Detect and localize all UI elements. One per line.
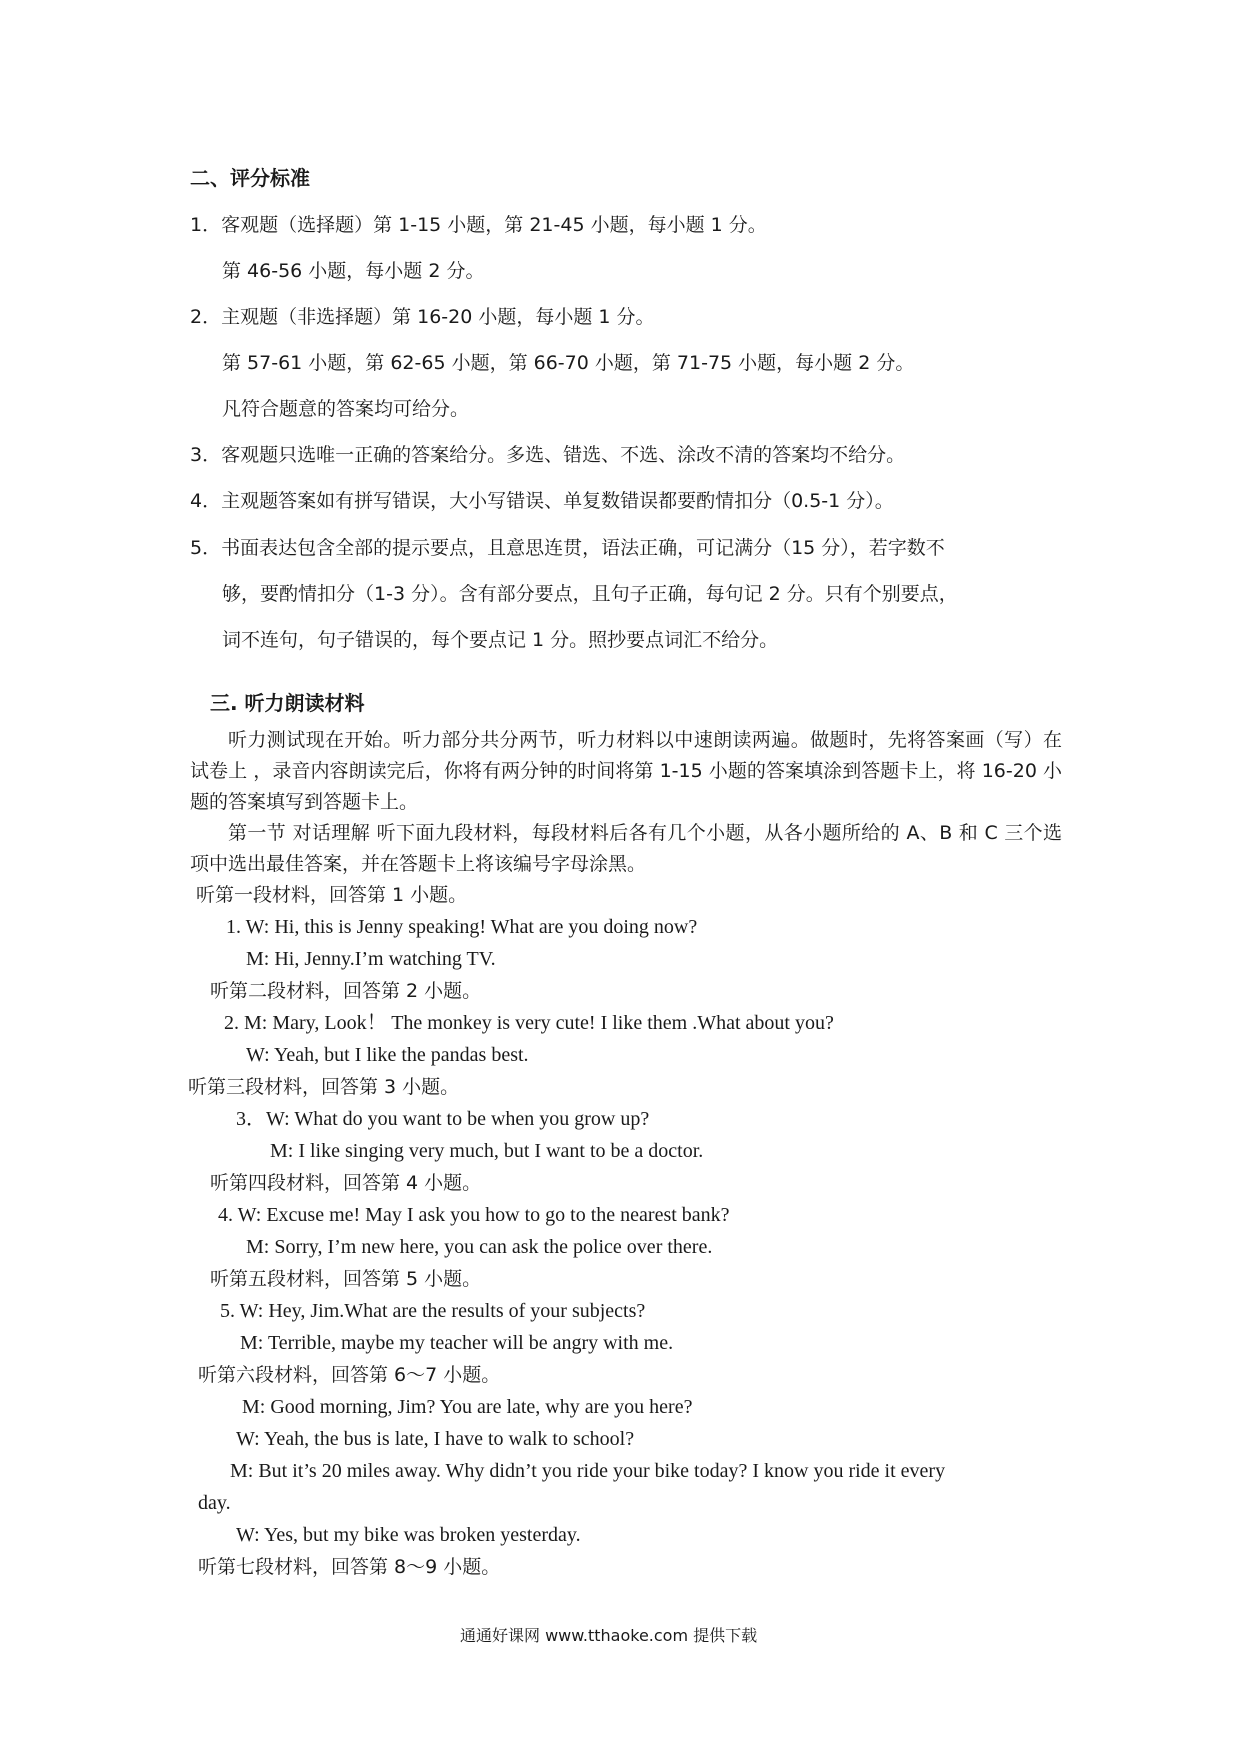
section-heading-scoring: 二、评分标准	[190, 166, 310, 190]
dialogue-1-woman: 1. W: Hi, this is Jenny speaking! What are you doing now?	[226, 916, 698, 938]
dialogue-6-man-1: M: Good morning, Jim? You are late, why are you here?	[242, 1396, 693, 1418]
dialogue-2-woman: W: Yeah, but I like the pandas best.	[246, 1044, 529, 1066]
dialogue-6-man-2-line-1: M: But it’s 20 miles away. Why didn’t you ride your bike today? I know you ride it every	[230, 1460, 946, 1482]
dialogue-3-man: M: I like singing very much, but I want to be a doctor.	[270, 1140, 704, 1162]
listening-intro-paragraph: 听力测试现在开始。听力部分共分两节，听力材料以中速朗读两遍。做题时，先将答案画（写）在试卷上 ，录音内容朗读完后，你将有两分钟的时间将第 1-15 小题的答案填涂到答题卡上，将 16-20 小题的答案填写到答题卡上。	[190, 729, 1062, 813]
dialogue-6-woman-2: W: Yes, but my bike was broken yesterday.	[236, 1524, 581, 1546]
scoring-item-2-line-1: 2．主观题（非选择题）第 16-20 小题，每小题 1 分。	[190, 306, 655, 328]
part-1-instructions: 第一节 对话理解 听下面九段材料，每段材料后各有几个小题，从各小题所给的 A、B 和 C 三个选项中选出最佳答案，并在答题卡上将该编号字母涂黑。	[190, 822, 1062, 875]
scoring-item-5-line-2: 够，要酌情扣分（1-3 分）。含有部分要点，且句子正确，每句记 2 分。只有个别要点，	[222, 583, 958, 605]
scoring-item-1-line-1: 1．客观题（选择题）第 1-15 小题，第 21-45 小题，每小题 1 分。	[190, 214, 767, 236]
segment-2-label: 听第二段材料，回答第 2 小题。	[210, 980, 482, 1002]
segment-1-label: 听第一段材料，回答第 1 小题。	[196, 884, 468, 906]
scoring-item-4: 4．主观题答案如有拼写错误，大小写错误、单复数错误都要酌情扣分（0.5-1 分）。	[190, 490, 894, 512]
segment-7-label: 听第七段材料，回答第 8～9 小题。	[198, 1556, 501, 1578]
section-heading-listening: 三. 听力朗读材料	[210, 691, 365, 715]
scoring-item-5-line-1: 5．书面表达包含全部的提示要点，且意思连贯，语法正确，可记满分（15 分），若字数不	[190, 537, 945, 559]
scoring-item-1-line-2: 第 46-56 小题，每小题 2 分。	[222, 260, 485, 282]
segment-6-label: 听第六段材料，回答第 6～7 小题。	[198, 1364, 501, 1386]
scoring-item-2-line-2: 第 57-61 小题，第 62-65 小题，第 66-70 小题，第 71-75 小题，每小题 2 分。	[222, 352, 915, 374]
segment-3-label: 听第三段材料，回答第 3 小题。	[188, 1076, 460, 1098]
segment-5-label: 听第五段材料，回答第 5 小题。	[210, 1268, 482, 1290]
dialogue-1-man: M: Hi, Jenny.I’m watching TV.	[246, 948, 496, 970]
dialogue-2-man: 2. M: Mary, Look！ The monkey is very cute! I like them .What about you?	[224, 1012, 834, 1034]
dialogue-5-man: M: Terrible, maybe my teacher will be angry with me.	[240, 1332, 674, 1354]
scoring-item-2-line-3: 凡符合题意的答案均可给分。	[222, 398, 470, 420]
dialogue-6-man-2-line-2: day.	[198, 1492, 231, 1514]
dialogue-4-woman: 4. W: Excuse me! May I ask you how to go to the nearest bank?	[218, 1204, 730, 1226]
segment-4-label: 听第四段材料，回答第 4 小题。	[210, 1172, 482, 1194]
scoring-item-3: 3．客观题只选唯一正确的答案给分。多选、错选、不选、涂改不清的答案均不给分。	[190, 444, 906, 466]
page-footer: 通通好课网 www.tthaoke.com 提供下载	[460, 1626, 758, 1645]
dialogue-5-woman: 5. W: Hey, Jim.What are the results of your subjects?	[220, 1300, 646, 1322]
scoring-item-5-line-3: 词不连句，句子错误的，每个要点记 1 分。照抄要点词汇不给分。	[222, 629, 779, 651]
dialogue-4-man: M: Sorry, I’m new here, you can ask the police over there.	[246, 1236, 713, 1258]
dialogue-3-woman: 3．W: What do you want to be when you grow up?	[236, 1108, 650, 1130]
dialogue-6-woman-1: W: Yeah, the bus is late, I have to walk to school?	[236, 1428, 635, 1450]
